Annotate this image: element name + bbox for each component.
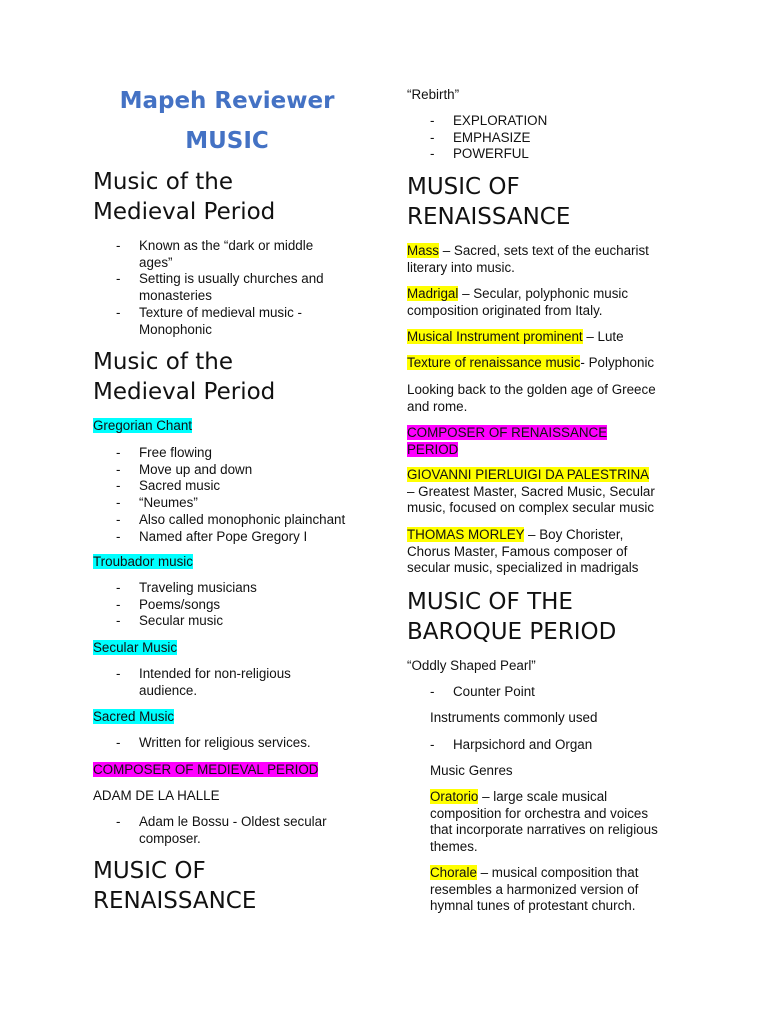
list-item: - Written for religious services. xyxy=(116,735,311,750)
list-item: monasteries xyxy=(139,288,212,304)
counterpoint-list xyxy=(407,684,687,701)
medieval-heading-2: Music of the Medieval Period xyxy=(93,349,276,405)
renaissance-composer-label: COMPOSER OF RENAISSANCE PERIOD xyxy=(407,425,608,457)
list-item: - EXPLORATION xyxy=(430,113,548,128)
medieval-composer-label: COMPOSER OF MEDIEVAL PERIOD xyxy=(93,762,319,777)
list-item: Monophonic xyxy=(139,321,212,337)
list-item: composer. xyxy=(139,830,201,846)
medieval-list-1 xyxy=(93,238,383,338)
list-item: - Free flowing xyxy=(116,445,212,460)
list-item: - Secular music xyxy=(116,613,224,629)
subject-heading: MUSIC xyxy=(185,128,269,154)
list-item: - Move up and down xyxy=(116,461,253,477)
medieval-composer-list xyxy=(93,814,383,847)
genres-label: Music Genres xyxy=(430,763,513,778)
oratorio-definition: Oratorio – large scale musical composition for orchestra and voices that incorporate narratives on religious themes. xyxy=(430,789,658,855)
medieval-composer-name: ADAM DE LA HALLE xyxy=(93,788,220,803)
baroque-heading: MUSIC OF THE BAROQUE PERIOD xyxy=(407,589,617,645)
instruments-label: Instruments commonly used xyxy=(430,710,598,725)
list-item: - Poems/songs xyxy=(116,596,221,612)
troubador-label: Troubador music xyxy=(93,554,193,569)
gregorian-list xyxy=(93,445,383,545)
troubador-list xyxy=(93,580,383,630)
list-item: - Adam le Bossu - Oldest secular xyxy=(116,814,327,829)
list-item: - Setting is usually churches and xyxy=(116,271,324,287)
list-item: - Harpsichord and Organ xyxy=(430,737,593,752)
palestrina-entry: GIOVANNI PIERLUIGI DA PALESTRINA – Greatest Master, Sacred Music, Secular music, focused on complex secular music xyxy=(407,467,655,516)
secular-music-label: Secular Music xyxy=(93,640,178,655)
list-item: audience. xyxy=(139,682,198,698)
gregorian-chant-label: Gregorian Chant xyxy=(93,418,192,433)
list-item: - Known as the “dark or middle xyxy=(116,238,314,253)
renaissance-texture: Texture of renaissance music- Polyphonic xyxy=(407,355,655,370)
document-title: Mapeh Reviewer xyxy=(119,88,335,114)
renaissance-heading-right: MUSIC OF RENAISSANCE xyxy=(407,174,571,230)
pearl-quote: “Oddly Shaped Pearl” xyxy=(407,658,536,673)
secular-list xyxy=(93,666,383,699)
rebirth-quote: “Rebirth” xyxy=(407,87,460,102)
list-item: ages” xyxy=(139,254,173,270)
list-item: - Named after Pope Gregory I xyxy=(116,528,308,544)
list-item: - Texture of medieval music - xyxy=(116,304,302,320)
instrument-prominent: Musical Instrument prominent – Lute xyxy=(407,329,624,344)
list-item: - Sacred music xyxy=(116,478,221,494)
chorale-definition: Chorale – musical composition that resembles a harmonized version of hymnal tunes of protestant church. xyxy=(430,865,639,914)
renaissance-heading-left: MUSIC OF RENAISSANCE xyxy=(93,858,257,914)
list-item: - Also called monophonic plainchant xyxy=(116,511,346,527)
list-item: - “Neumes” xyxy=(116,495,198,511)
sacred-music-label: Sacred Music xyxy=(93,709,175,724)
morley-entry: THOMAS MORLEY – Boy Chorister, Chorus Master, Famous composer of secular music, specialized in madrigals xyxy=(407,527,639,576)
golden-age-note: Looking back to the golden age of Greece and rome. xyxy=(407,382,656,414)
sacred-list xyxy=(93,735,383,752)
medieval-heading-1: Music of the Medieval Period xyxy=(93,169,276,225)
list-item: - POWERFUL xyxy=(430,146,529,162)
list-item: - Traveling musicians xyxy=(116,580,257,595)
instruments-list xyxy=(407,737,687,754)
list-item: - Counter Point xyxy=(430,684,535,699)
madrigal-definition: Madrigal – Secular, polyphonic music composition originated from Italy. xyxy=(407,286,629,318)
list-item: - EMPHASIZE xyxy=(430,129,531,145)
list-item: - Intended for non-religious xyxy=(116,666,291,681)
mass-definition: Mass – Sacred, sets text of the eucharist literary into music. xyxy=(407,243,649,275)
rebirth-list xyxy=(407,113,687,163)
